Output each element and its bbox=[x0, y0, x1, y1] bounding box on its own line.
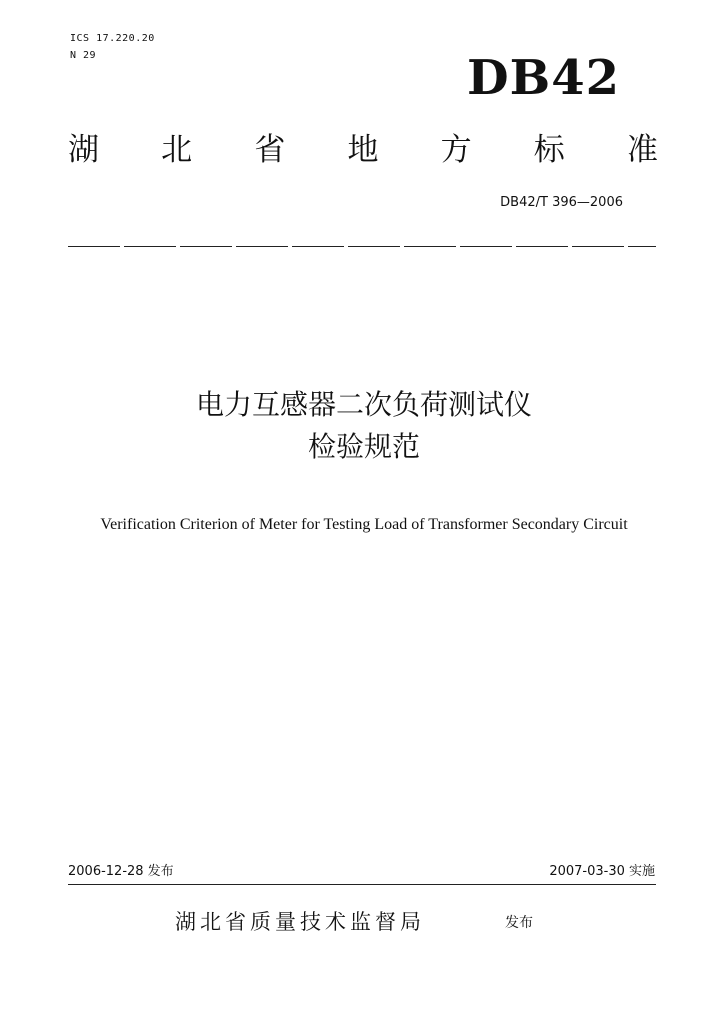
issuing-authority: 湖北省质量技术监督局 bbox=[175, 910, 425, 934]
standard-type-char: 湖 bbox=[68, 132, 99, 168]
standard-type-heading bbox=[68, 128, 658, 172]
title-line-1: 电力互感器二次负荷测试仪 bbox=[195, 388, 532, 421]
standard-type-char: 地 bbox=[347, 132, 379, 168]
footer-divider bbox=[68, 884, 656, 885]
ics-code: ICS 17.220.20 bbox=[70, 33, 155, 44]
header-divider-segments bbox=[68, 245, 656, 248]
standard-type-char: 标 bbox=[533, 132, 565, 168]
document-title-english: Verification Criterion of Meter for Testing Load of Transformer Secondary Circuit bbox=[100, 516, 628, 533]
classification-codes bbox=[70, 30, 155, 64]
issuing-action: 发布 bbox=[505, 915, 533, 931]
standard-type-char: 方 bbox=[440, 132, 472, 168]
title-line-2: 检验规范 bbox=[307, 430, 420, 463]
standard-brand: DB42 bbox=[467, 50, 620, 106]
implementation-date: 2007-03-30 实施 bbox=[549, 864, 655, 879]
issue-date: 2006-12-28 发布 bbox=[68, 864, 174, 879]
document-title-chinese bbox=[64, 384, 664, 468]
standard-number: DB42/T 396—2006 bbox=[500, 195, 623, 210]
standard-type-char: 省 bbox=[254, 132, 286, 168]
standard-type-char: 准 bbox=[626, 132, 658, 168]
standard-type-char: 北 bbox=[161, 132, 193, 168]
ccs-code: N 29 bbox=[70, 50, 97, 61]
